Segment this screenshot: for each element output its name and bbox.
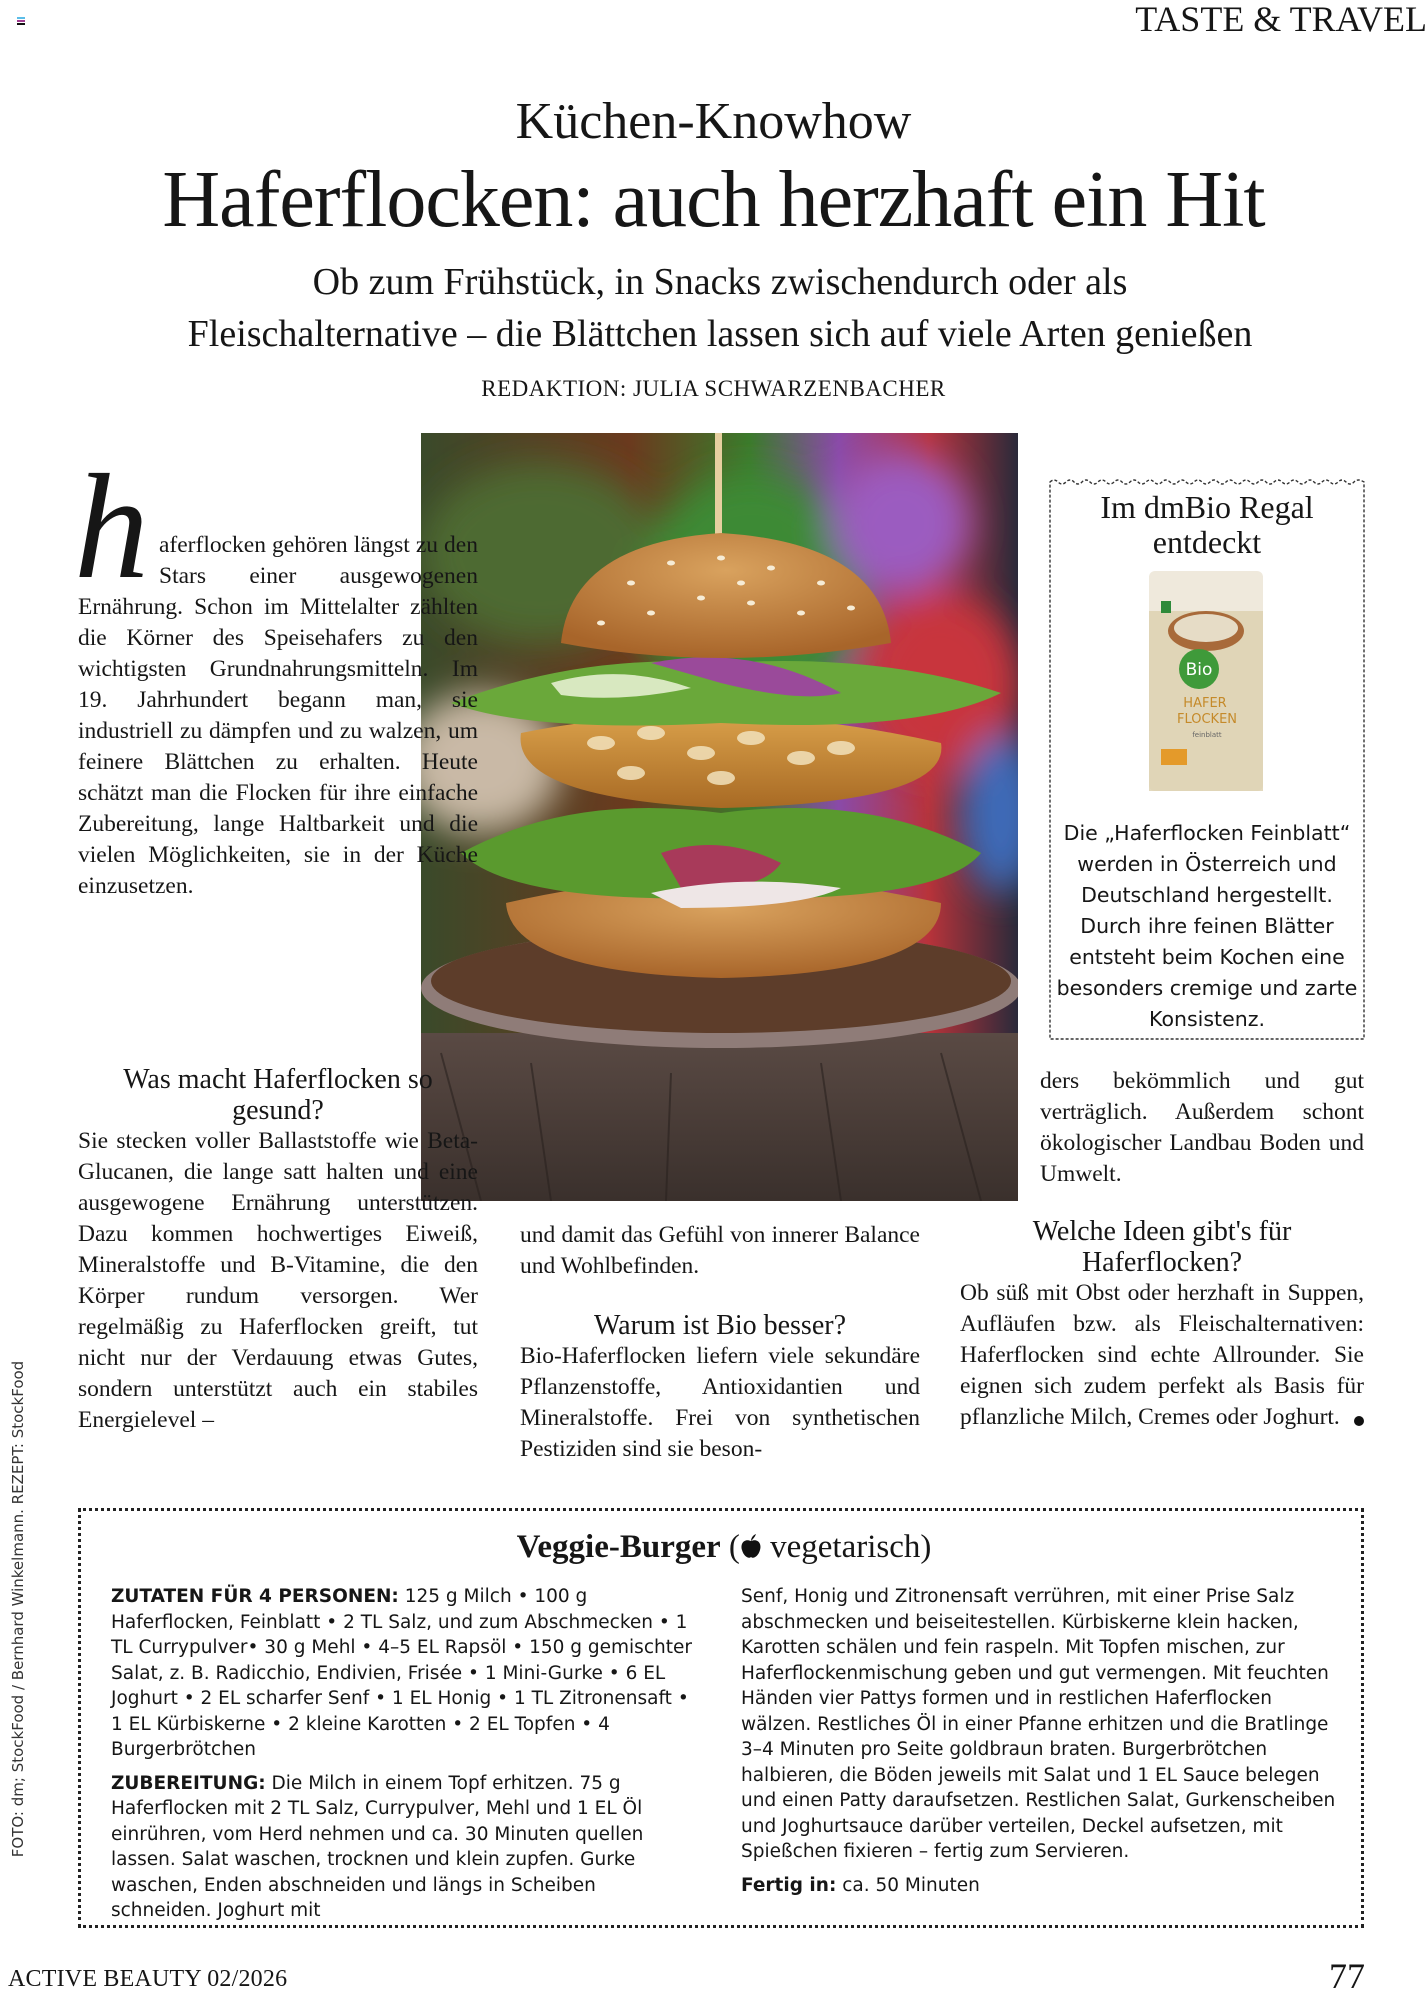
section-continuation: und damit das Gefühl von innerer Balance und Wohlbefinden. xyxy=(520,1222,920,1279)
svg-text:HAFER: HAFER xyxy=(1183,696,1227,711)
hero-burger-image xyxy=(421,433,1018,1201)
tip-title: Im dmBio Regal entdeckt xyxy=(1100,489,1314,560)
photo-credit: FOTO: dm; StockFood / Bernhard Winkelmann. REZEPT: StockFood xyxy=(9,1360,27,1858)
preparation-label: ZUBEREITUNG: xyxy=(111,1772,266,1794)
kicker: Küchen-Knowhow xyxy=(515,93,912,150)
section-text: Bio-Haferflocken liefern viele sekundäre Pflanzenstoffe, Antioxidantien und Mineralstoffe. Frei von synthetischen Pestiziden sind sie beson- xyxy=(520,1343,920,1462)
section-ideas xyxy=(960,1216,1364,1433)
section-heading: Was macht Haferflocken so gesund? xyxy=(123,1064,433,1126)
footer-magazine-issue: ACTIVE BEAUTY 02/2026 xyxy=(8,1966,288,1992)
section-bio-continuation: ders bekömmlich und gut verträglich. Außerdem schont ökologischer Landbau Boden und Umwelt. xyxy=(1040,1068,1364,1187)
svg-text:FLOCKEN: FLOCKEN xyxy=(1176,712,1238,727)
subtitle-line-1: Ob zum Frühstück, in Snacks zwischendurch oder als xyxy=(312,261,1128,303)
section-text: Sie stecken voller Ballaststoffe wie Beta-Glucanen, die lange satt halten und eine ausgewogene Ernährung unterstützen. Dazu kommen hochwertiges Eiweiß, Mineralstoffe und B-Vitamine, die den Körper rundum versorgen. Wer regelmäßig zu Haferflocken greift, tut nicht nur der Verdauung etwas Gutes, sondern unterstützt auch ein stabiles Energielevel – xyxy=(78,1128,478,1433)
ingredients-label: ZUTATEN FÜR 4 PERSONEN: xyxy=(111,1586,399,1607)
svg-text:Bio: Bio xyxy=(1185,660,1213,680)
drop-cap: h xyxy=(74,444,149,610)
section-label: TASTE & TRAVEL xyxy=(1135,0,1427,39)
page-number: 77 xyxy=(1329,1956,1365,1996)
end-mark-icon xyxy=(1354,1416,1364,1426)
section-heading: Welche Ideen gibt's für Haferflocken? xyxy=(1032,1216,1292,1278)
section-heading: Warum ist Bio besser? xyxy=(593,1310,847,1341)
print-color-mark xyxy=(17,17,25,25)
recipe-right-column xyxy=(741,1584,1341,1906)
product-package-image xyxy=(1141,571,1271,791)
preparation-continued: Senf, Honig und Zitronensaft verrühren, mit einer Prise Salz abschmecken und beiseitestellen. Kürbiskerne klein hacken, Karotten schälen und fein raspeln. Mit Topfen mischen, zur Haferflockenmischung geben und gut vermengen. Mit feuchten Händen vier Pattys formen und in restlichen Haferflocken wälzen. Restliches Öl in einer Pfanne erhitzen und die Bratlinge 3–4 Minuten pro Seite goldbraun braten. Burgerbrötchen halbieren, die Böden jeweils mit Salat und 1 EL Sauce belegen und einen Patty daraufsetzen. Restlichen Salat, Gurkenscheiben und Joghurtsauce darüber verteilen, Deckel aufsetzen, mit Spießchen fixieren – fertig zum Servieren. xyxy=(741,1586,1336,1862)
recipe-box xyxy=(78,1508,1364,1928)
byline: REDAKTION: JULIA SCHWARZENBACHER xyxy=(481,376,946,401)
section-text: Ob süß mit Obst oder herzhaft in Suppen, Aufläufen bzw. als Fleischalternativen: Haferflocken sind echte Allrounder. Sie eignen sich zudem perfekt als Basis für pflanzliche Milch, Cremes oder Joghurt. xyxy=(960,1280,1364,1430)
recipe-title: Veggie-Burger ( vegetarisch) xyxy=(81,1529,1367,1569)
preparation xyxy=(111,1771,701,1924)
ingredients-list: 125 g Milch • 100 g Haferflocken, Feinblatt • 2 TL Salz, und zum Abschmecken • 1 TL Currypulver• 30 g Mehl • 4–5 EL Rapsöl • 150 g gemischter Salat, z. B. Radicchio, Endivien, Frisée • 1 Mini-Gurke • 6 EL Joghurt • 2 EL scharfer Senf • 1 EL Honig • 1 TL Zitronensaft • 1 EL Kürbiskerne • 2 kleine Karotten • 2 EL Topfen • 4 Burgerbrötchen xyxy=(111,1586,692,1760)
cooking-time: Fertig in: ca. 50 Minuten xyxy=(741,1874,980,1896)
recipe-left-column xyxy=(111,1584,701,1932)
ingredients xyxy=(111,1584,701,1763)
tip-text: Die „Haferflocken Feinblatt“ werden in Österreich und Deutschland hergestellt. Durch ihre feinen Blätter entsteht beim Kochen eine besonders cremige und zarte Konsistenz. xyxy=(1056,821,1358,1031)
apple-icon xyxy=(740,1532,762,1569)
subtitle-line-2: Fleischalternative – die Blättchen lassen sich auf viele Arten genießen xyxy=(187,313,1253,355)
section-bio xyxy=(520,1220,920,1465)
intro-column xyxy=(74,444,478,902)
subtitle xyxy=(60,256,1380,360)
intro-text: aferflocken gehören längst zu den Stars einer ausgewogenen Ernährung. Schon im Mittelalter zählten die Körner des Speisehafers zu den wichtigsten Grundnahrungsmitteln. Im 19. Jahrhundert begann man, sie industriell zu dämpfen und zu walzen, um feinere Blättchen zu erhalten. Heute schätzt man die Flocken für ihre einfache Zubereitung, lange Haltbarkeit und die vielen Möglichkeiten, sie in der Küche einzusetzen. xyxy=(78,532,478,899)
page-title: Haferflocken: auch herzhaft ein Hit xyxy=(162,156,1265,244)
section-health xyxy=(78,1064,478,1436)
preparation-text: Die Milch in einem Topf erhitzen. 75 g Haferflocken mit 2 TL Salz, Currypulver, Mehl und 1 EL Öl einrühren, vom Herd nehmen und ca. 30 Minuten quellen lassen. Salat waschen, trocknen und klein zupfen. Gurke waschen, Enden abschneiden und längs in Scheiben schneiden. Joghurt mit xyxy=(111,1772,644,1921)
svg-text:feinblatt: feinblatt xyxy=(1192,731,1222,739)
product-tip-box xyxy=(1046,478,1368,1043)
